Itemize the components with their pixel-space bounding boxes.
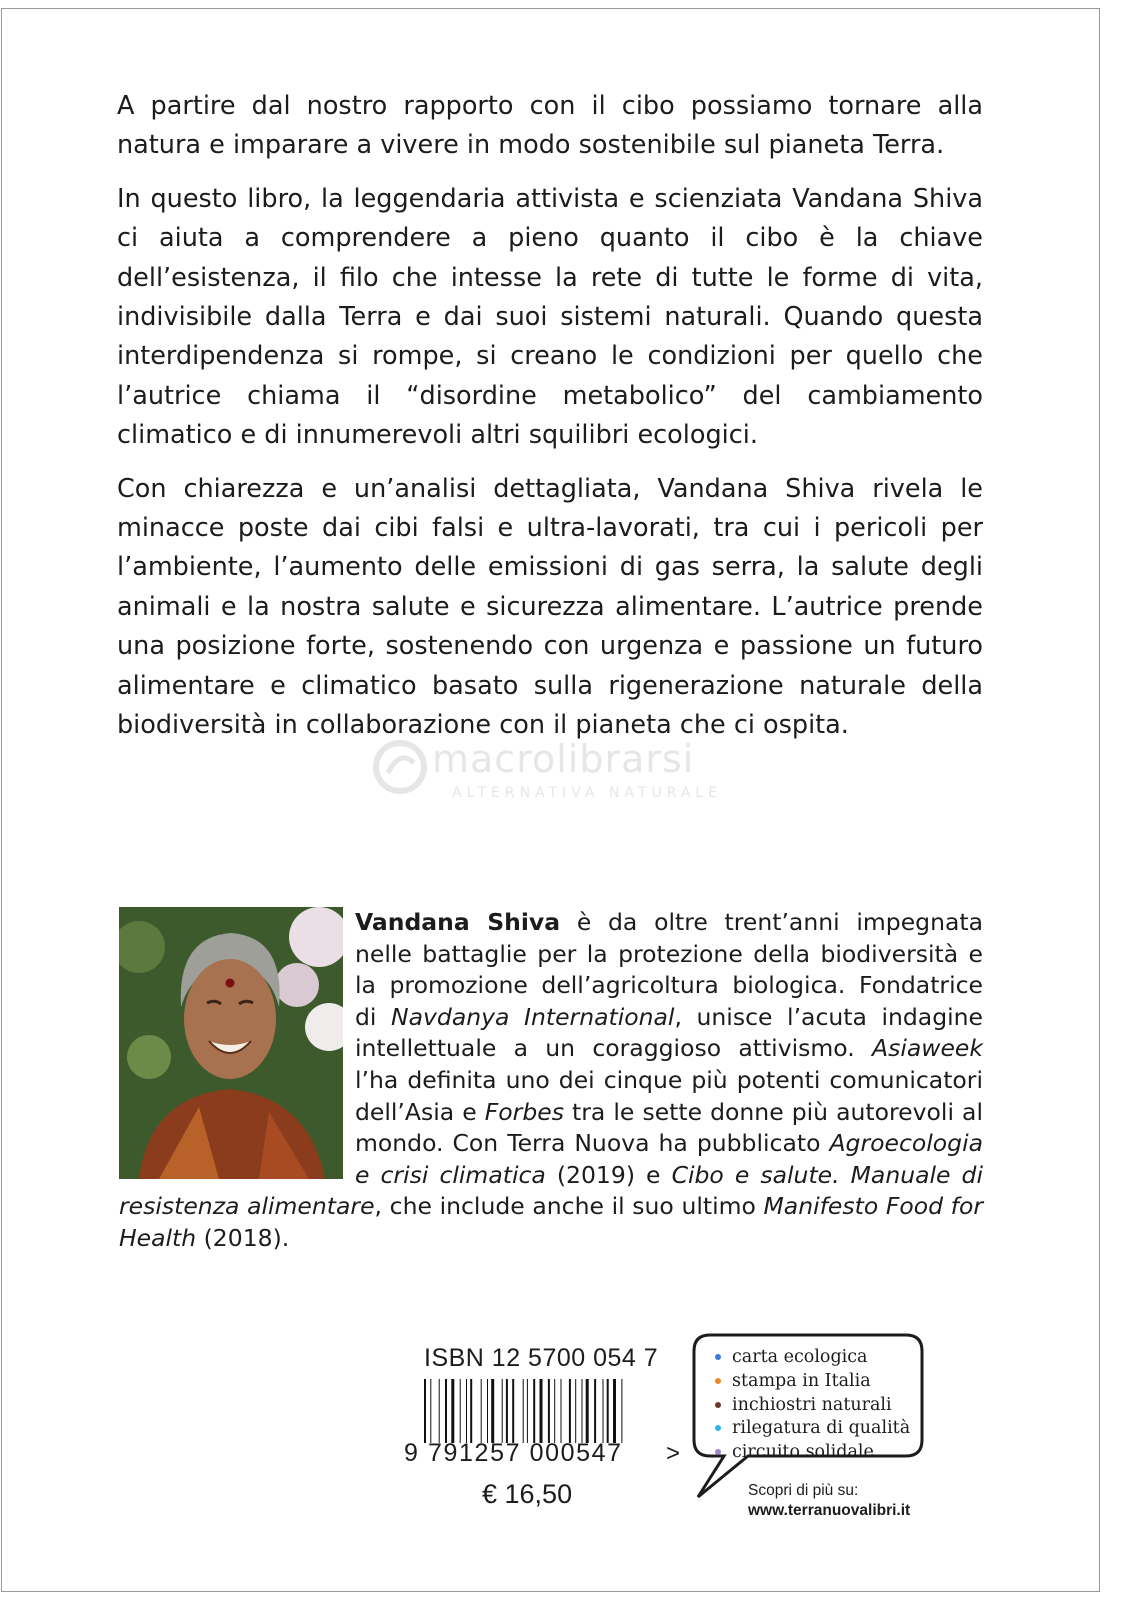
watermark-tagline: ALTERNATIVA NATURALE xyxy=(452,785,723,801)
bullet-icon xyxy=(715,1449,721,1455)
blurb-paragraph-2: In questo libro, la leggendaria attivista e scienziata Vandana Shiva ci aiuta a comprendere a pieno quanto il cibo è la chiave dell’esistenza, il filo che intesse la rete di tutte le forme di vita, indivisibile dalla Terra e dai suoi sistemi naturali. Quando questa interdipendenza si rompe, si creano le condizioni per quello che l’autrice chiama il “disordine metabolico” del cambiamento climatico e di innumerevoli altri squilibri ecologici. xyxy=(117,183,983,451)
price: € 16,50 xyxy=(482,1479,573,1509)
bullet-icon xyxy=(715,1402,721,1408)
barcode-block xyxy=(394,1339,684,1529)
barcode-bar xyxy=(439,1379,440,1443)
author-name: Vandana Shiva xyxy=(355,908,561,936)
barcode-bar xyxy=(621,1379,622,1443)
barcode-bar xyxy=(523,1379,524,1443)
features-list xyxy=(712,1346,910,1465)
barcode-bar xyxy=(487,1379,488,1443)
blurb-paragraph-1: A partire dal nostro rapporto con il cibo possiamo tornare alla natura e imparare a vivere in modo sostenibile sul pianeta Terra. xyxy=(117,91,983,161)
barcode-bar xyxy=(430,1379,431,1443)
watermark-name: macrolibrarsi xyxy=(432,737,695,781)
barcode-bar xyxy=(460,1379,461,1443)
ean-digits: 9 791257 000547 xyxy=(404,1439,623,1467)
barcode-bar xyxy=(594,1379,596,1443)
feature-item: circuito solidale xyxy=(712,1441,910,1465)
barcode-bar xyxy=(506,1379,508,1443)
barcode-bar xyxy=(540,1379,543,1443)
blurb-paragraph-3: Con chiarezza e un’analisi dettagliata, Vandana Shiva rivela le minacce poste dai cibi falsi e ultra-lavorati, tra cui i pericoli per l’ambiente, l’aumento delle emissioni di gas serra, la salute degli animali e la nostra salute e sicurezza alimentare. L’autrice prende una posizione forte, sostenendo con urgenza e passione un futuro alimentare e climatico basato sulla rigenerazione naturale della biodiversità in collaborazione con il pianeta che ci ospita. xyxy=(117,473,983,741)
ean-arrow: > xyxy=(666,1440,681,1467)
barcode-bar xyxy=(533,1379,535,1443)
book-title-2: Cibo e salute. Manuale di resistenza alimentare xyxy=(119,1160,984,1221)
barcode-bar xyxy=(445,1379,447,1443)
feature-item: rilegatura di qualità xyxy=(712,1417,910,1441)
feature-item: carta ecologica xyxy=(712,1346,910,1370)
bullet-icon xyxy=(715,1354,721,1360)
barcode-bar xyxy=(582,1379,583,1443)
barcode-bar xyxy=(491,1379,494,1443)
photo-spacer xyxy=(119,907,355,1189)
book-title-3: Manifesto Food for Health xyxy=(119,1192,983,1252)
barcode-bar xyxy=(586,1379,589,1443)
barcode-bar xyxy=(575,1379,576,1443)
barcode-bar xyxy=(613,1379,616,1443)
barcode-bar xyxy=(424,1379,426,1443)
author-bio: Vandana Shiva è da oltre trent’anni impegnata nelle battaglie per la protezione della biodiversità e la promozione dell’agricoltura biologica. Fondatrice di Navdanya International, unisce l’acuta indagine intellettuale a un coraggioso attivismo. Asiaweek l’ha definita uno dei cinque più potenti comunicatori dell’Asia e Forbes tra le sette donne più autorevoli al mondo. Con Terra Nuova ha pubblicato Agroecologia e crisi climatica (2019) e Cibo e salute. Manuale di resistenza alimentare, che include anche il suo ultimo Manifesto Food for Health (2018). xyxy=(119,908,984,1252)
barcode-bar xyxy=(512,1379,514,1443)
book-title-1: Agroecologia e crisi climatica xyxy=(355,1129,983,1189)
magazine-forbes: Forbes xyxy=(484,1097,564,1126)
barcode-bar xyxy=(466,1379,467,1443)
barcode-bar xyxy=(548,1379,550,1443)
book-back-cover xyxy=(1,8,1100,1592)
barcode-bar xyxy=(527,1379,528,1443)
barcode-bar xyxy=(569,1379,571,1443)
publisher-url-link[interactable]: www.terranuovalibri.it xyxy=(748,1502,911,1519)
blurb-text xyxy=(117,87,983,760)
magazine-asiaweek: Asiaweek xyxy=(872,1034,983,1063)
barcode-bar xyxy=(607,1379,609,1443)
footer-prompt: Scopri di più su: xyxy=(748,1482,859,1499)
bullet-icon xyxy=(715,1378,721,1384)
feature-item: stampa in Italia xyxy=(712,1370,910,1394)
barcode-bar xyxy=(561,1379,562,1443)
barcode-bar xyxy=(470,1379,472,1443)
bullet-icon xyxy=(715,1425,721,1431)
barcode-bar xyxy=(502,1379,503,1443)
barcode-bar xyxy=(451,1379,454,1443)
barcode-bar xyxy=(554,1379,555,1443)
barcode-icon xyxy=(424,1379,664,1443)
barcode-bar xyxy=(481,1379,482,1443)
feature-item: inchiostri naturali xyxy=(712,1394,910,1418)
barcode-bar xyxy=(603,1379,604,1443)
org-name: Navdanya International xyxy=(391,1002,675,1031)
isbn-label: ISBN 12 5700 054 7 xyxy=(424,1344,659,1372)
publisher-footer xyxy=(748,1481,910,1521)
